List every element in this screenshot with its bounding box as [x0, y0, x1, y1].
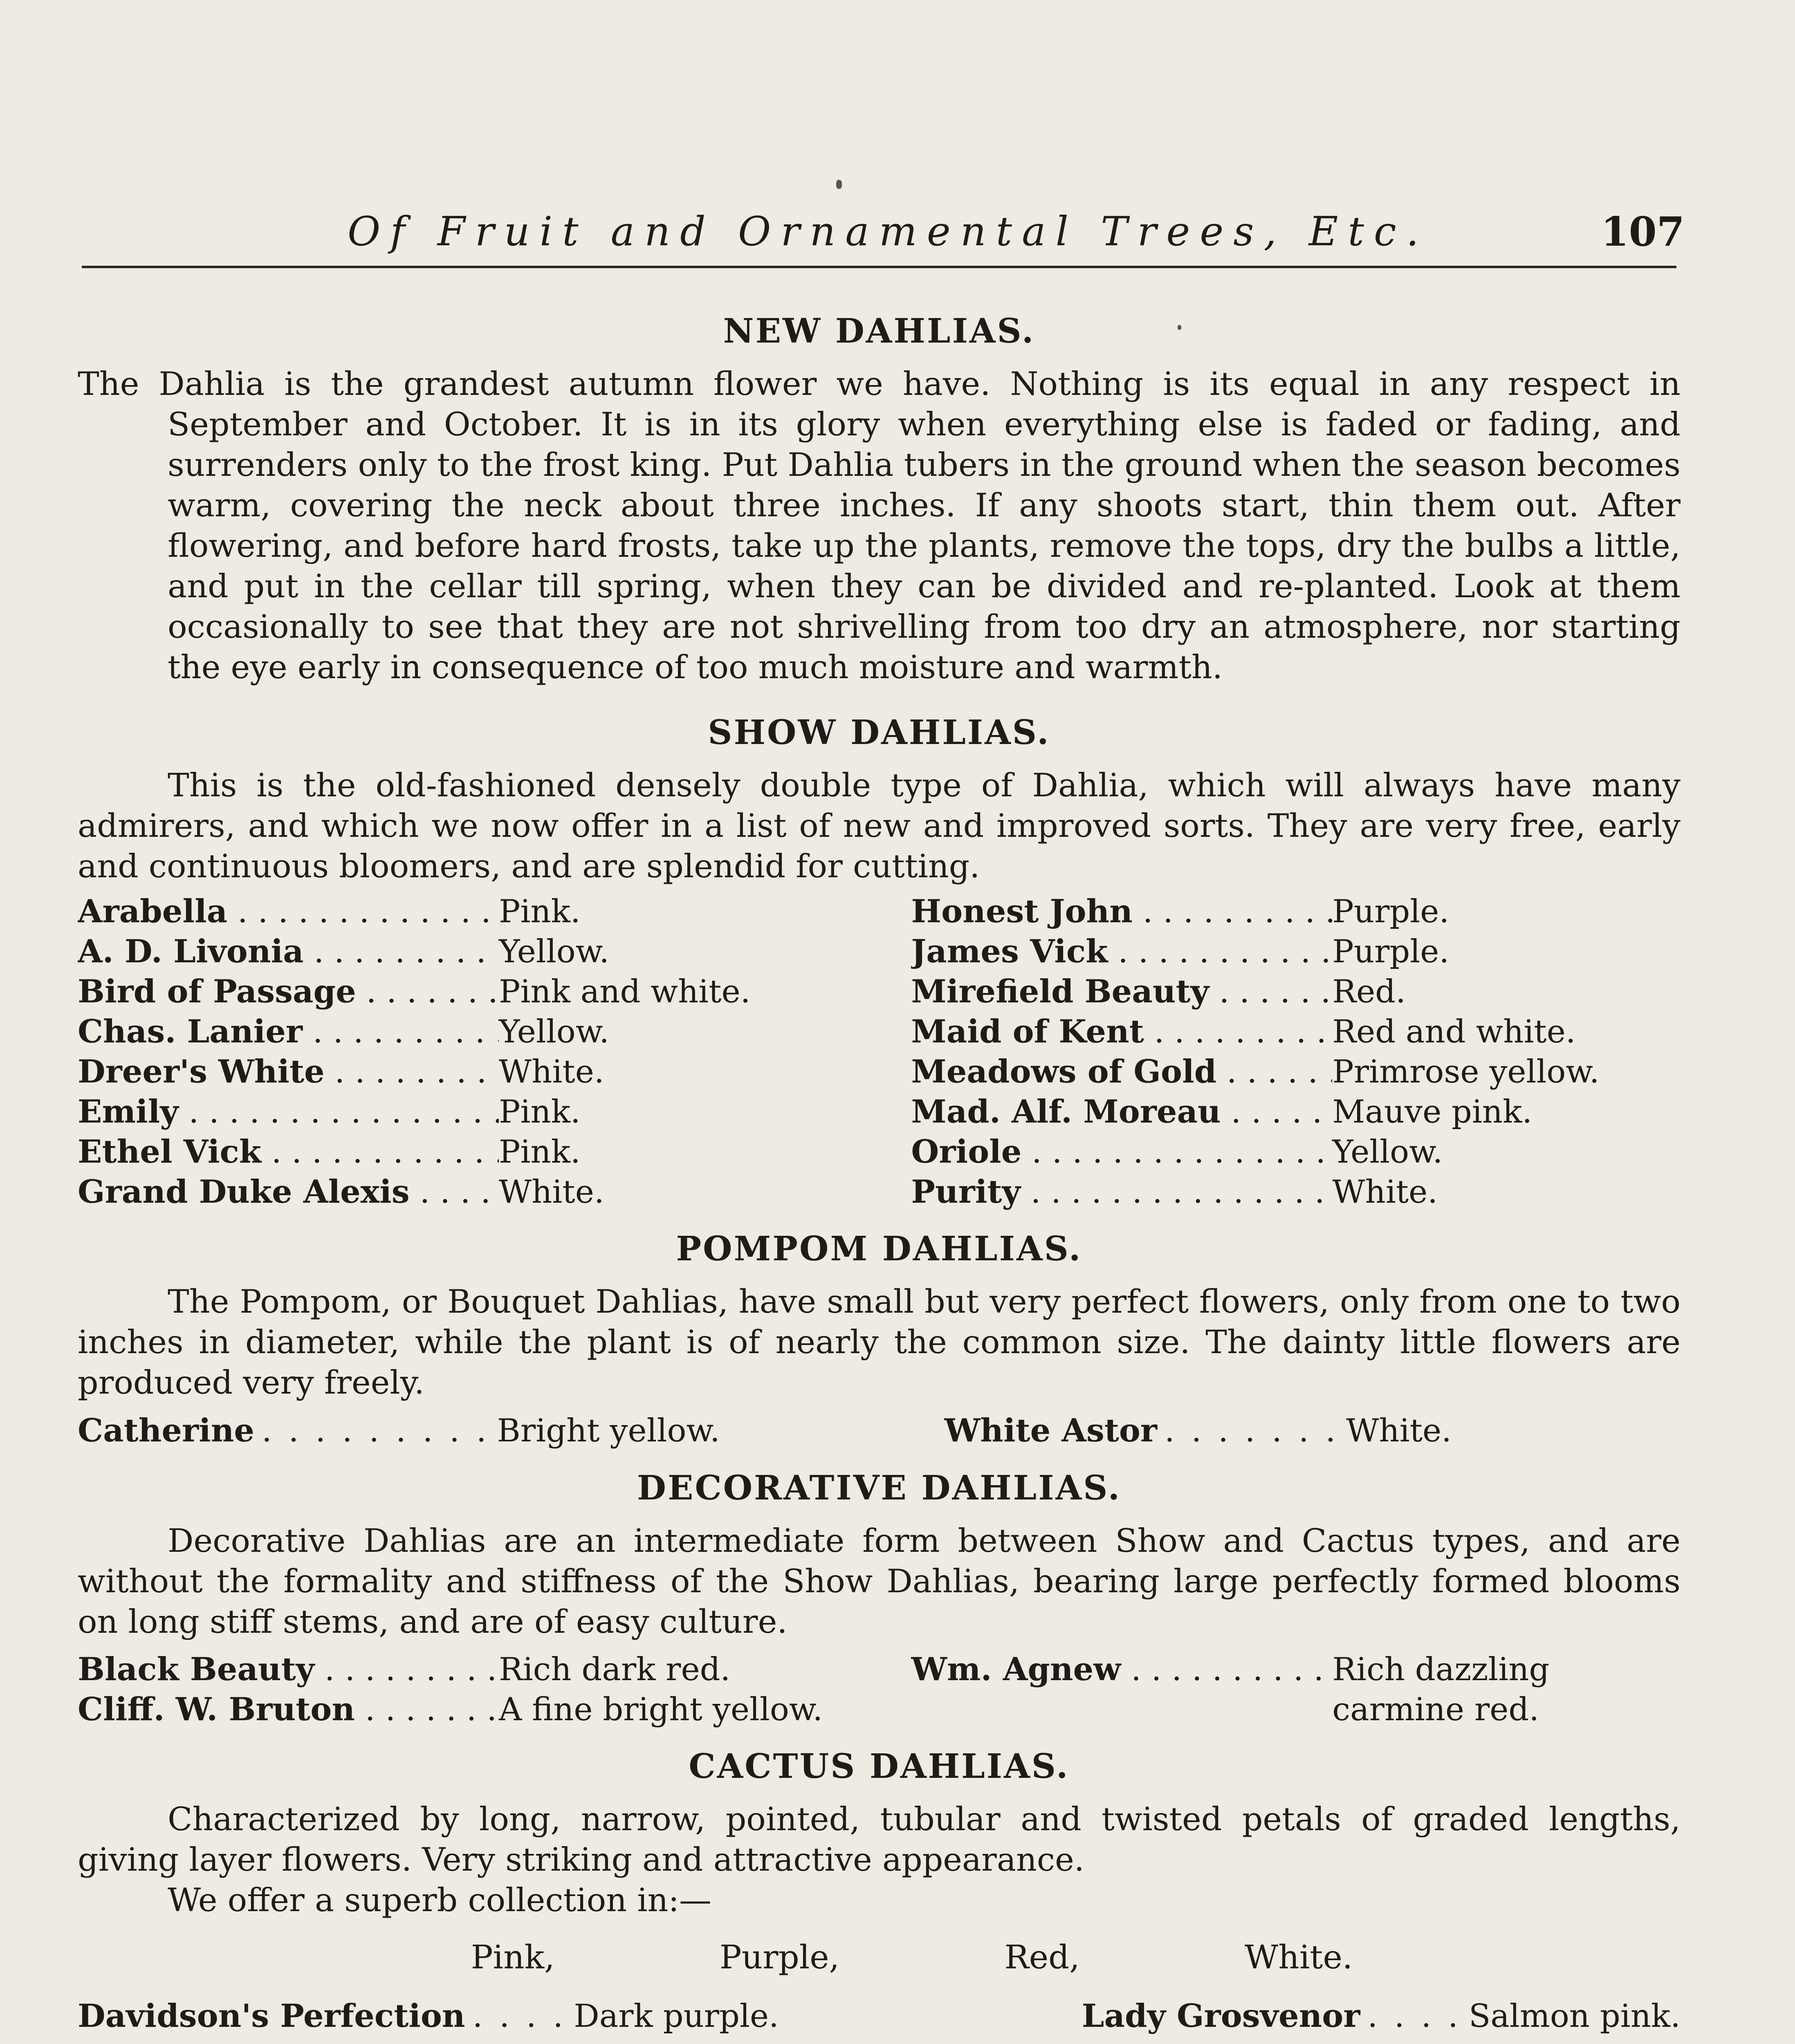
variety-color: White. — [1346, 1412, 1452, 1449]
section-heading: DECORATIVE DAHLIAS. — [637, 1468, 1122, 1508]
section-paragraph: Decorative Dahlias are an intermediate form between Show and Cactus types, and are without the formality and stiffness of the Show Dahlias, bearing large perfectly formed blooms on long stiff stems, and are of easy culture. — [78, 1522, 1681, 1641]
variety-name: Ethel Vick . . . — [78, 1132, 499, 1172]
variety-entry — [78, 1994, 779, 2038]
variety-row — [78, 972, 847, 1012]
variety-name: Catherine — [78, 1412, 255, 1449]
variety-name: James Vick . . . — [911, 932, 1332, 972]
variety-color: Primrose yellow. — [1332, 1053, 1600, 1090]
variety-name: White Astor — [944, 1412, 1158, 1449]
variety-color: Red. — [1332, 973, 1406, 1010]
variety-column-left — [78, 1650, 847, 1730]
variety-color: Rich dark red. — [499, 1651, 731, 1688]
variety-color: Yellow. — [499, 933, 610, 970]
variety-color: Dark purple. — [574, 1998, 779, 2035]
section-heading: NEW DAHLIAS. — [723, 312, 1035, 351]
variety-name: Black Beauty . . . — [78, 1650, 499, 1690]
offer-line: We offer a superb collection in:— — [168, 1881, 712, 1919]
variety-color: Purple. — [1332, 933, 1449, 970]
variety-column-right — [911, 1650, 1681, 1730]
variety-row — [78, 1012, 847, 1052]
variety-color: Yellow. — [499, 1013, 610, 1050]
section-pompom-dahlias — [78, 1216, 1681, 1453]
page-header — [82, 196, 1685, 268]
variety-name: Oriole . . . — [911, 1132, 1332, 1172]
variety-name: Cliff. W. Bruton . . . — [78, 1690, 499, 1730]
section-decorative-dahlias — [78, 1455, 1681, 1730]
variety-name: Mad. Alf. Moreau . . . — [911, 1092, 1332, 1132]
leader-dots: . . . . — [472, 1998, 567, 2035]
leader-dots: . . . . — [1367, 1998, 1461, 2035]
color-option: Purple, — [719, 1938, 840, 1976]
variety-color: Mauve pink. — [1332, 1094, 1532, 1130]
section-paragraph: The Pompom, or Bouquet Dahlias, have small but very perfect flowers, only from one to two inches in diameter, while the plant is of nearly the common size. The dainty little flowers are produced very freely. — [78, 1283, 1681, 1401]
section-new-century-single — [78, 2042, 1681, 2044]
variety-color: Pink. — [499, 893, 581, 930]
variety-color: Pink and white. — [499, 973, 751, 1010]
variety-row — [78, 1690, 847, 1730]
page-number: 107 — [1601, 208, 1685, 256]
variety-name: Dreer's White . . . — [78, 1052, 499, 1092]
page-content — [78, 298, 1681, 2044]
color-option: White. — [1245, 1938, 1353, 1976]
color-option: Red, — [1004, 1938, 1080, 1976]
variety-column-left — [78, 892, 847, 1212]
variety-name: Lady Grosvenor — [1081, 1997, 1360, 2035]
section-heading: SHOW DAHLIAS. — [708, 713, 1050, 752]
leader-dots: . . . . . . . . . — [262, 1412, 490, 1449]
variety-name: Emily . . . — [78, 1092, 499, 1132]
variety-row — [911, 892, 1681, 932]
variety-color: Purple. — [1332, 893, 1449, 930]
section-heading: CACTUS DAHLIAS. — [689, 1747, 1070, 1786]
variety-row — [911, 972, 1681, 1012]
variety-entry — [1082, 1994, 1681, 2038]
variety-row — [78, 1172, 847, 1212]
variety-row — [911, 1132, 1681, 1172]
variety-color: Rich dazzling carmine red. — [1332, 1651, 1550, 1728]
running-title: Of Fruit and Ornamental Trees, Etc. — [348, 208, 1429, 255]
section-cactus-dahlias — [78, 1734, 1681, 2038]
variety-name: Grand Duke Alexis . . . — [78, 1172, 499, 1212]
variety-row — [911, 1650, 1681, 1730]
variety-name: A. D. Livonia . . . — [78, 932, 499, 972]
variety-color: Yellow. — [1332, 1134, 1443, 1170]
section-paragraph: This is the old-fashioned densely double type of Dahlia, which will always have many admirers, and which we now offer in a list of new and improved sorts. They are very free, early and continuous bloomers, and are splendid for cutting. — [78, 766, 1681, 885]
variety-name: Chas. Lanier . . . — [78, 1012, 499, 1052]
variety-entry — [78, 1409, 720, 1453]
variety-color: White. — [499, 1053, 604, 1090]
variety-row — [78, 1650, 847, 1690]
variety-row — [911, 1172, 1681, 1212]
variety-list — [78, 892, 1681, 1212]
variety-row — [78, 1132, 847, 1172]
variety-color: Salmon pink. — [1468, 1998, 1681, 2035]
section-new-dahlias — [78, 298, 1681, 688]
variety-color: White. — [499, 1174, 604, 1210]
section-show-dahlias — [78, 700, 1681, 1212]
variety-color: A fine bright yellow. — [499, 1691, 823, 1728]
variety-row — [78, 892, 847, 932]
variety-row — [911, 1012, 1681, 1052]
section-heading: POMPOM DAHLIAS. — [676, 1229, 1082, 1269]
variety-pair — [78, 1994, 1681, 2038]
variety-name: Wm. Agnew . . . — [911, 1650, 1332, 1730]
variety-row — [911, 1052, 1681, 1092]
variety-list — [78, 1650, 1681, 1730]
variety-color: Bright yellow. — [497, 1412, 720, 1449]
variety-entry — [945, 1409, 1452, 1453]
variety-name: Meadows of Gold . . . — [911, 1052, 1332, 1092]
section-heading — [78, 2042, 1681, 2044]
leader-dots: . . . . . . . — [1165, 1412, 1339, 1449]
variety-row — [911, 932, 1681, 972]
variety-row — [78, 1092, 847, 1132]
variety-row — [911, 1092, 1681, 1132]
variety-pair — [78, 1409, 1681, 1453]
variety-name: Arabella . . . — [78, 892, 499, 932]
variety-column-right — [911, 892, 1681, 1212]
variety-row — [78, 932, 847, 972]
variety-name: Honest John . . . — [911, 892, 1332, 932]
variety-row — [78, 1052, 847, 1092]
variety-color: White. — [1332, 1174, 1438, 1210]
variety-name: Purity . . . — [911, 1172, 1332, 1212]
variety-color: Red and white. — [1332, 1013, 1576, 1050]
variety-color: Pink. — [499, 1134, 581, 1170]
variety-name: Davidson's Perfection — [78, 1997, 465, 2035]
color-options — [78, 1921, 1681, 1994]
variety-name: Bird of Passage . . . — [78, 972, 499, 1012]
variety-color: Pink. — [499, 1094, 581, 1130]
variety-name: Maid of Kent . . . — [911, 1012, 1332, 1052]
ink-speck — [836, 180, 842, 189]
variety-name: Mirefield Beauty . . . — [911, 972, 1332, 1012]
section-paragraph: The Dahlia is the grandest autumn flower we have. Nothing is its equal in any respect in September and October. It is in its glory when everything else is faded or fading, and surrenders only to the frost king. Put Dahlia tubers in the ground when the season becomes warm, covering the neck about three inches. If any shoots start, thin them out. After flowering, and before hard frosts, take up the plants, remove the tops, dry the bulbs a little, and put in the cellar till spring, when they can be divided and re-planted. Look at them occasionally to see that they are not shrivelling from too dry an atmosphere, nor starting the eye early in consequence of too much moisture and warmth. — [78, 365, 1681, 686]
section-paragraph: Characterized by long, narrow, pointed, tubular and twisted petals of graded lengths, giving layer flowers. Very striking and attractive appearance. — [78, 1800, 1681, 1878]
color-option: Pink, — [471, 1938, 555, 1976]
